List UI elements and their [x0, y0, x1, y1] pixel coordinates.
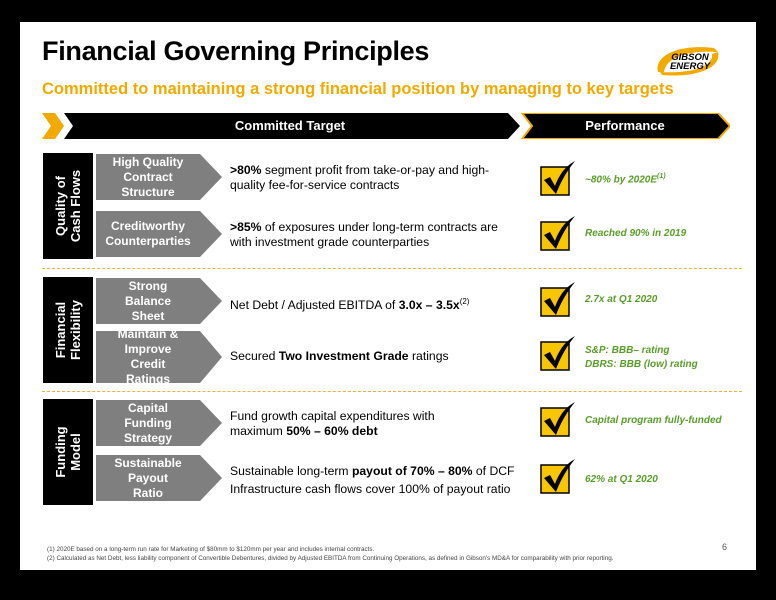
group-quality-of-cash-flows: [43, 153, 93, 259]
category-sustainable-payout-ratio: [96, 455, 222, 501]
performance-text-line2: DBRS: BBB (low) rating: [585, 359, 698, 370]
gibson-energy-logo: [652, 42, 724, 80]
divider: [42, 391, 742, 392]
target-value: Two Investment Grade: [278, 349, 409, 363]
category-high-quality-contract-structure: [96, 154, 222, 200]
checkmark-icon: [540, 216, 576, 252]
slide: [20, 22, 756, 570]
performance-text: ~80% by 2020E: [585, 174, 657, 186]
footnote: (1) 2020E based on a long-term run rate for Marketing of $80mm to $120mm per year and includes internal contracts.: [47, 546, 375, 553]
logo-text-line1: GIBSON: [671, 52, 709, 63]
target-value: >80%: [230, 163, 262, 177]
category-maintain-improve-credit-ratings: [96, 327, 222, 386]
target-value: payout of 70% – 80%: [351, 464, 473, 478]
checkmark-icon: [540, 161, 576, 197]
group-label-line2: Cash Flows: [68, 169, 83, 243]
performance-text-line1: S&P: BBB– rating: [585, 345, 670, 356]
committed-target-header: Committed Target: [234, 118, 346, 133]
footnote: (2) Calculated as Net Debt, less liability component of Convertible Debentures, divided by Adjusted EBITDA from Continuing Operations, as defined in Gibson's MD&A for comparability with prior reporting.: [47, 555, 614, 562]
target-description: [230, 349, 530, 364]
group-label-line1: Financial: [53, 301, 68, 359]
group-label-line1: Funding: [53, 426, 68, 478]
page-title: Financial Governing Principles: [42, 36, 430, 66]
target-text: segment profit from take-or-pay and high-quality fee-for-service contracts: [230, 163, 490, 192]
target-value: >85%: [230, 220, 262, 234]
target-text: Net Debt / Adjusted EBITDA of: [230, 298, 399, 313]
checkmark-icon: [540, 402, 576, 438]
category-capital-funding-strategy: [96, 400, 222, 446]
target-description: [230, 409, 460, 439]
footnote-ref: (2): [459, 297, 470, 306]
performance-header: Performance: [585, 118, 665, 133]
category-label: Maintain & Improve Credit Ratings: [117, 327, 179, 386]
category-label: High Quality Contract Structure: [112, 154, 184, 199]
performance-value: Reached 90% in 2019: [585, 228, 687, 239]
target-description: [230, 163, 520, 193]
target-text: Sustainable long-term: [230, 464, 352, 478]
target-text: ratings: [408, 349, 449, 363]
category-label: Capital Funding Strategy: [123, 400, 173, 445]
checkmark-icon: [540, 336, 576, 372]
target-description: [230, 220, 520, 250]
target-text: of DCF: [472, 464, 515, 478]
target-description: [230, 294, 530, 313]
group-label-line1: Quality of: [53, 176, 68, 236]
target-text-line2: Infrastructure cash flows cover 100% of payout ratio: [230, 482, 511, 496]
target-text: Secured: [230, 349, 279, 363]
group-funding-model: [43, 399, 93, 505]
category-label: Strong Balance Sheet: [124, 278, 172, 323]
target-description: [230, 462, 530, 498]
target-text: Fund growth capital expenditures with maximum: [230, 409, 435, 438]
category-strong-balance-sheet: [96, 278, 222, 324]
performance-value: [585, 344, 698, 372]
performance-value: 2.7x at Q1 2020: [585, 294, 658, 305]
group-label-line2: Flexibility: [68, 300, 83, 360]
checkmark-icon: [540, 459, 576, 495]
logo-text-line2: ENERGY: [669, 61, 711, 72]
performance-value: [585, 170, 666, 187]
checkmark-icon: [540, 282, 576, 318]
target-value: 50% – 60% debt: [286, 424, 378, 438]
category-label: Sustainable Payout Ratio: [114, 455, 182, 500]
category-creditworthy-counterparties: [96, 211, 222, 257]
target-value: 3.0x – 3.5x: [398, 298, 460, 313]
page-number: 6: [722, 542, 728, 552]
performance-value: 62% at Q1 2020: [585, 474, 658, 485]
performance-value: Capital program fully-funded: [585, 415, 722, 426]
group-financial-flexibility: [43, 277, 93, 383]
group-label-line2: Model: [68, 433, 83, 471]
category-label: Creditworthy Counterparties: [105, 219, 191, 248]
page-subtitle: Committed to maintaining a strong financial position by managing to key targets: [42, 80, 674, 98]
target-text: of exposures under long-term contracts are with investment grade counterparties: [230, 220, 498, 249]
footnote-ref: (1): [657, 173, 666, 180]
divider: [42, 268, 742, 269]
